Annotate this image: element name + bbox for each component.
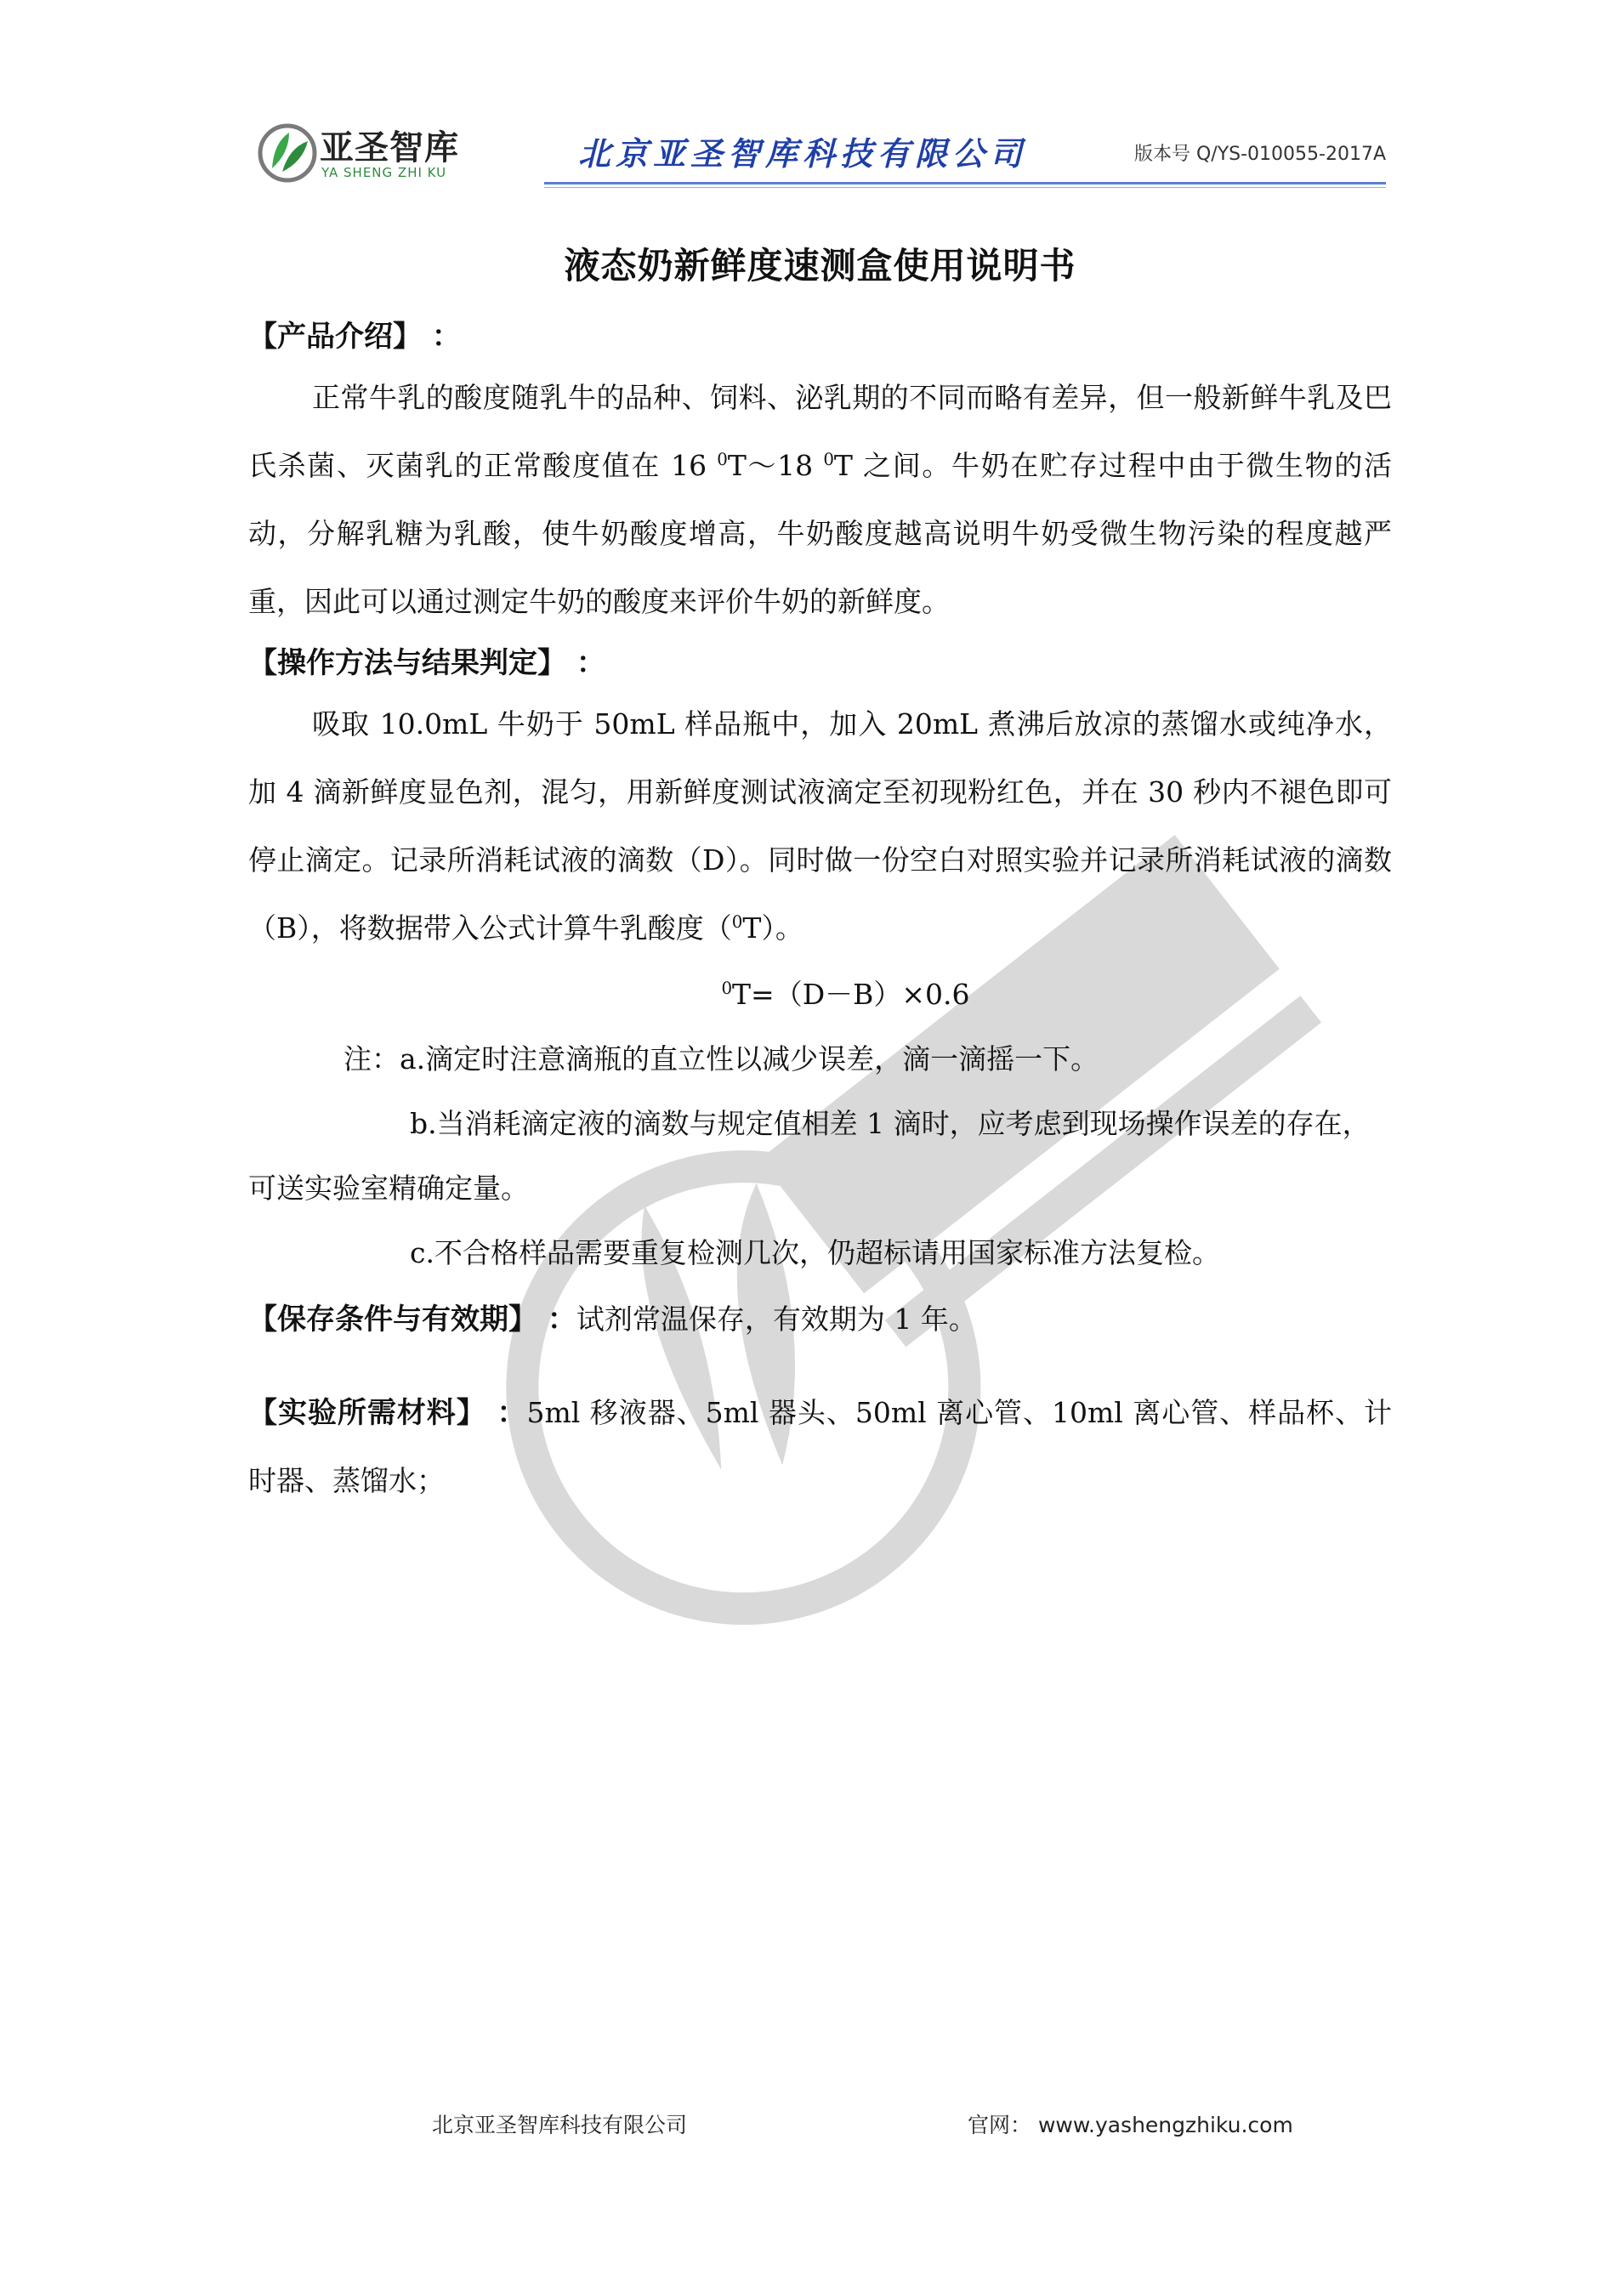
section-heading-intro: 【产品介绍】 ： <box>248 320 461 354</box>
materials-line <box>248 1379 1392 1515</box>
materials-text: 5ml 移液器、5ml 器头、50ml 离心管、10ml 离心管、样品杯、计时器、蒸馏水； <box>248 1396 1392 1497</box>
method-text-1: 吸取 10.0mL 牛奶于 50mL 样品瓶中，加入 20mL 煮沸后放凉的蒸馏水或纯净水，加 4 滴新鲜度显色剂，混匀，用新鲜度测试液滴定至初现粉红色，并在 30 秒内不褪色即可停止滴定。记录所消耗试液的滴数（D）。同时做一份空白对照实验并记录所消耗试液的滴数（B），将数据带入公式计算牛乳酸度（ <box>248 707 1392 945</box>
version-number: 版本号 Q/YS-010055-2017A <box>1133 144 1386 165</box>
section-heading-method: 【操作方法与结果判定】 ： <box>248 646 605 680</box>
storage-line <box>248 1285 1392 1353</box>
intro-text-3: T 之间。牛奶在贮存过程中由于微生物的活动，分解乳糖为乳酸，使牛奶酸度增高，牛奶酸度越高说明牛奶受微生物污染的程度越严重，因此可以通过测定牛奶的酸度来评价牛奶的新鲜度。 <box>248 449 1392 618</box>
note-a: 注：a.滴定时注意滴瓶的直立性以减少误差，滴一滴摇一下。 <box>344 1042 1099 1075</box>
degree-superscript: 0 <box>823 450 834 469</box>
header-divider-thin <box>544 187 1386 188</box>
header-divider <box>544 182 1386 184</box>
note-c: c.不合格样品需要重复检测几次，仍超标请用国家标准方法复检。 <box>410 1236 1220 1269</box>
company-logo <box>255 117 510 194</box>
section-heading-materials: 【实验所需材料】 ： <box>248 1396 527 1430</box>
page-header <box>247 111 1386 196</box>
degree-superscript: 0 <box>717 450 728 469</box>
intro-text-1: 正常牛乳的酸度随乳牛的品种、饲料、泌乳期的不同而略有差异，但一般新鲜牛乳及巴氏杀菌、灭菌乳的正常酸度值在 16 <box>248 381 1392 482</box>
intro-text-2: T～18 <box>727 449 824 482</box>
degree-superscript: 0 <box>721 979 733 998</box>
footer-website: 官网： www.yashengzhiku.com <box>968 2113 1293 2137</box>
formula-text: T=（D－B）×0.6 <box>732 978 970 1011</box>
intro-paragraph <box>248 364 1392 636</box>
storage-text: 试剂常温保存，有效期为 1 年。 <box>576 1302 977 1336</box>
method-text-2: T）。 <box>742 911 803 945</box>
company-name-header: 北京亚圣智库科技有限公司 <box>578 135 1028 173</box>
acidity-formula <box>248 962 1392 1027</box>
footer-company: 北京亚圣智库科技有限公司 <box>432 2113 688 2137</box>
logo-english-name: YA SHENG ZHI KU <box>321 165 447 180</box>
section-heading-storage: 【保存条件与有效期】 ： <box>248 1302 576 1336</box>
note-b: b.当消耗滴定液的滴数与规定值相差 1 滴时，应考虑到现场操作误差的存在，可送实验室精确定量。 <box>248 1107 1371 1205</box>
method-paragraph <box>248 690 1392 962</box>
leaf-logo-icon <box>255 117 318 185</box>
document-body <box>248 238 1392 1515</box>
logo-chinese-name: 亚圣智库 <box>320 128 459 167</box>
degree-superscript: 0 <box>731 912 743 932</box>
document-title: 液态奶新鲜度速测盒使用说明书 <box>564 245 1076 287</box>
